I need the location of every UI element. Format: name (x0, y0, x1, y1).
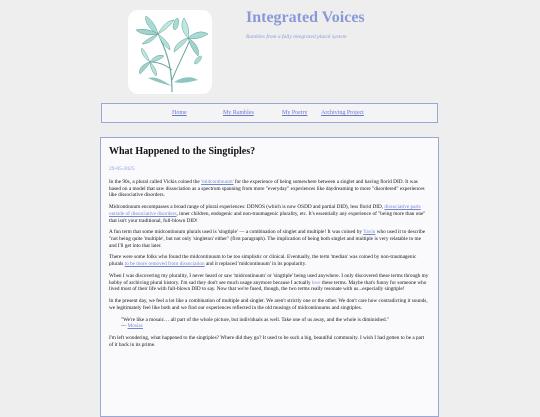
paragraph: I'm left wondering, what happened to the singtiples? Where did they go? It used to be such a big, beautiful community. I wish I had gotten to be a part of it back in its prime. (109, 334, 425, 348)
site-title[interactable]: Integrated Voices (246, 9, 365, 26)
paragraph (109, 254, 429, 267)
paragraph-text: these terms. Maybe that's funny for someone who lived most of their life with full-blown DID to say. Now that we're fused, though, the two terms really resonate with us...especially singtiple! (109, 279, 427, 293)
paragraph-text: , inner children, endogenic and non-traumagenic plurality, etc. It's essentially any experience of "being more than one" that isn't your traditional, full-blown DID! (109, 210, 426, 224)
mosiac-link[interactable]: Mosiac (127, 323, 144, 330)
blockquote (121, 317, 429, 330)
site-tagline: Rambles from a fully integrated plural system (246, 34, 347, 40)
post-title: What Happened to the Singtiples? (109, 146, 256, 157)
nav-my-rambles-link[interactable]: My Rambles (223, 110, 254, 116)
paragraph-text: for the experience of being somewhere between a singlet and having florid DID. It was based on a model that saw dissociation as a spectrum spanning from more "everyday" experiences like daydreaming to more "disordered" experiences like dissociative disorders. (109, 179, 425, 199)
paragraph: In the present day, we feel a lot like a combination of multiple and singlet. We aren't strictly one or the other. We don't care how contradicting it sounds, we legitimately feel like both and we find our experiences reflected in the old musings of midcontinuums and singtiples. (109, 298, 428, 311)
yavin-link[interactable]: Yavin (363, 229, 376, 236)
main-nav (101, 103, 438, 123)
quote-attribution (121, 323, 429, 330)
paragraph (109, 273, 429, 293)
post-content (100, 137, 439, 417)
midcontinuum-link[interactable]: 'midcontinuum' (201, 179, 234, 185)
quote-text: "We're like a mosaic… all part of the whole picture, but individuals as well. Take one of us away, and the whole is diminished." (121, 316, 390, 323)
emphasis-love: love (311, 279, 321, 286)
post-date: 29-05-2025 (109, 166, 135, 172)
paragraph-text: In the 90s, a plural called Vickis coined the (109, 179, 202, 185)
paragraph-text: who used it to describe "not being quite 'multiple', but not only 'singleton' either" (first paragraph). The implication of being both singlet and multiple is very relatable to me and I'll get into that later. (109, 229, 426, 249)
nav-home-link[interactable]: Home (172, 110, 187, 116)
paragraph-text: There were some folks who found the midcontinuum to be too simplistic or clinical. Eventually, the term 'median' was coined by non-traumagenic plurals (109, 254, 417, 268)
paragraph (109, 179, 429, 199)
paragraph (109, 229, 429, 249)
paragraph (109, 204, 429, 224)
nav-archiving-project-link[interactable]: Archiving Project (321, 110, 364, 116)
site-logo (128, 10, 212, 94)
paragraph-text: A fun term that some midcontinuum plurals used is 'singtiple' — a combination of singlet and multiple! It was coined by (109, 229, 364, 236)
quote-dash: — (121, 323, 128, 330)
lily-flower-icon (128, 10, 212, 94)
nav-my-poetry-link[interactable]: My Poetry (282, 110, 308, 116)
removed-from-dissociation-link[interactable]: to be more removed from dissociation (124, 261, 205, 268)
paragraph-text: When I was discovering my plurality, I never heard or saw 'midcontinuum' or 'singtiple' being used anywhere. I only discovered these terms through my hobby of archiving plural history. I'm sad they don't see much usage anymore because I actually (109, 272, 429, 286)
paragraph-text: Midcontinuum encompasses a broad range of plural experiences: DDNOS (which is now OSDD and partial DID), less florid DID, (109, 204, 385, 211)
paragraph-text: and it replaced 'midcontinuum' in its popularity. (204, 261, 307, 268)
dissociative-parts-link[interactable]: dissociative parts outside of dissociative disorders (109, 204, 421, 217)
